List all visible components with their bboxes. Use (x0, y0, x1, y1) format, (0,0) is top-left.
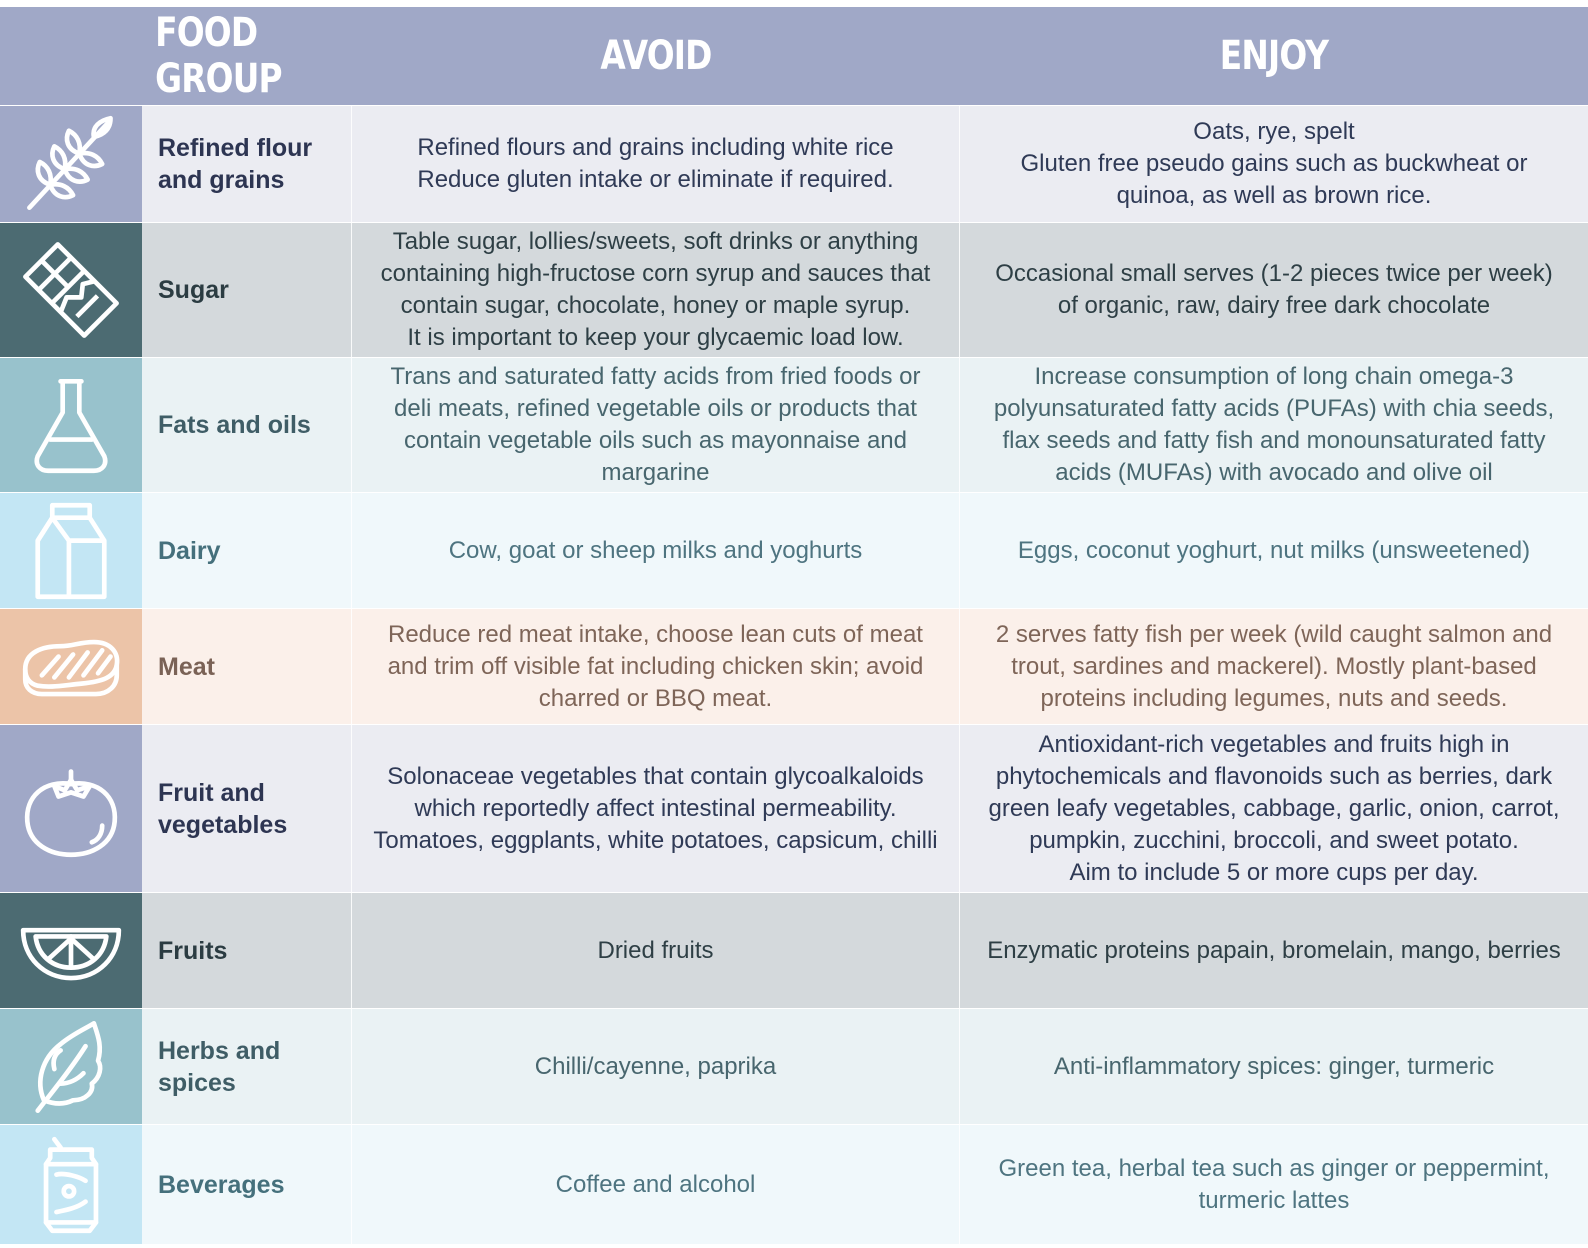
header-avoid: AVOID (600, 33, 712, 79)
food-group-label: Fats and oils (142, 358, 352, 492)
food-group-label: Beverages (142, 1125, 352, 1244)
tomato-icon (0, 725, 142, 892)
avoid-text: Cow, goat or sheep milks and yoghurts (352, 493, 960, 608)
avoid-text: Coffee and alcohol (352, 1125, 960, 1244)
citrus-slice-icon (0, 893, 142, 1008)
milk-carton-icon (0, 493, 142, 608)
table-row (0, 222, 1588, 357)
wheat-icon (0, 106, 142, 222)
table-row (0, 724, 1588, 892)
food-group-label: Dairy (142, 493, 352, 608)
enjoy-text: Eggs, coconut yoghurt, nut milks (unsweetened) (960, 493, 1588, 608)
avoid-text: Refined flours and grains including white rice Reduce gluten intake or eliminate if required. (352, 106, 960, 222)
chocolate-bar-icon (0, 223, 142, 357)
table-row (0, 1124, 1588, 1244)
leaf-icon (0, 1009, 142, 1124)
soda-can-icon (0, 1125, 142, 1244)
food-group-label: Fruits (142, 893, 352, 1008)
avoid-text: Table sugar, lollies/sweets, soft drinks or anything containing high-fructose corn syrup and sauces that contain sugar, chocolate, honey or maple syrup. It is important to keep your glycaemic load low. (352, 223, 960, 357)
enjoy-text: 2 serves fatty fish per week (wild caught salmon and trout, sardines and mackerel). Mostly plant-based proteins including legumes, nuts and seeds. (960, 609, 1588, 724)
enjoy-text: Anti-inflammatory spices: ginger, turmeric (960, 1009, 1588, 1124)
table-row (0, 105, 1588, 222)
food-group-label: Refined flour and grains (142, 106, 352, 222)
food-group-label: Fruit and vegetables (142, 725, 352, 892)
avoid-text: Dried fruits (352, 893, 960, 1008)
avoid-text: Reduce red meat intake, choose lean cuts of meat and trim off visible fat including chicken skin; avoid charred or BBQ meat. (352, 609, 960, 724)
table-header (0, 7, 1588, 105)
steak-icon (0, 609, 142, 724)
food-table (0, 7, 1588, 1244)
table-row (0, 892, 1588, 1008)
food-group-label: Meat (142, 609, 352, 724)
table-row (0, 492, 1588, 608)
avoid-text: Chilli/cayenne, paprika (352, 1009, 960, 1124)
enjoy-text: Oats, rye, spelt Gluten free pseudo gains such as buckwheat or quinoa, as well as brown rice. (960, 106, 1588, 222)
header-food-group: FOOD GROUP (155, 10, 282, 102)
enjoy-text: Green tea, herbal tea such as ginger or peppermint, turmeric lattes (960, 1125, 1588, 1244)
enjoy-text: Increase consumption of long chain omega-3 polyunsaturated fatty acids (PUFAs) with chia seeds, flax seeds and fatty fish and monounsaturated fatty acids (MUFAs) with avocado and olive oil (960, 358, 1588, 492)
food-group-label: Sugar (142, 223, 352, 357)
header-enjoy: ENJOY (1219, 33, 1329, 79)
avoid-text: Trans and saturated fatty acids from fried foods or deli meats, refined vegetable oils or products that contain vegetable oils such as mayonnaise and margarine (352, 358, 960, 492)
food-group-label: Herbs and spices (142, 1009, 352, 1124)
table-row (0, 1008, 1588, 1124)
enjoy-text: Occasional small serves (1-2 pieces twice per week) of organic, raw, dairy free dark chocolate (960, 223, 1588, 357)
table-row (0, 608, 1588, 724)
avoid-text: Solonaceae vegetables that contain glycoalkaloids which reportedly affect intestinal permeability. Tomatoes, eggplants, white potatoes, capsicum, chilli (352, 725, 960, 892)
enjoy-text: Antioxidant-rich vegetables and fruits high in phytochemicals and flavonoids such as berries, dark green leafy vegetables, cabbage, garlic, onion, carrot, pumpkin, zucchini, broccoli, and sweet potato. Aim to include 5 or more cups per day. (960, 725, 1588, 892)
header-icon-column (0, 7, 142, 105)
table-row (0, 357, 1588, 492)
flask-icon (0, 358, 142, 492)
enjoy-text: Enzymatic proteins papain, bromelain, mango, berries (960, 893, 1588, 1008)
